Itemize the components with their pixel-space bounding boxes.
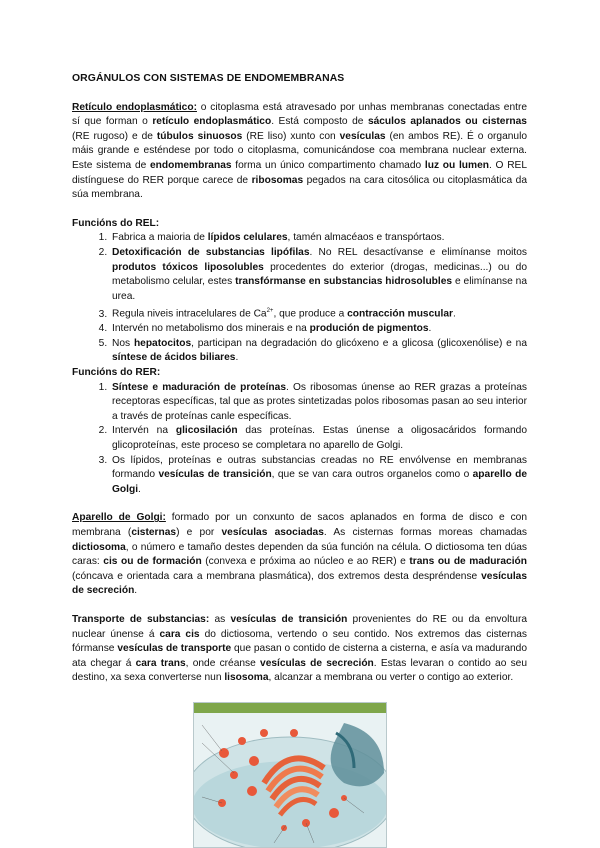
rel-heading: Funcións do REL: [72,217,160,229]
nucleus-shape [331,723,384,786]
golgi-paragraph: Aparello de Golgi: formado por un conxunto de sacos aplanados en forma de disco e con membrana (cisternas) e por vesículas asociadas. As cisternas formas moreas chamadas dictiosoma, o número e tamaño destes dependen da súa función na célula. O dictiosoma ten dúas caras: cis ou de formación (convexa e próxima ao núcleo e ao RER) e trans ou de maduración (cóncava e orientada cara a membrana plasmática), dos extremos desta despréndense vesículas de secreción. [72,512,527,597]
section-reticulo [72,101,527,203]
list-item: 1. Fabrica a maioria de lípidos celulares, tamén almacéaos e transpórtaos. [110,231,527,246]
list-item: 3. Os lípidos, proteínas e outras substancias creadas no RE envólvense en membranas formando vesículas de transición, que se van cara outros organelos como o aparello de Golgi. [110,454,527,498]
document-page [72,72,527,686]
list-item: 5. Nos hepatocitos, participan na degradación do glicóxeno e a glicosa (glicoxenólise) e na síntese de ácidos biliares. [110,337,527,366]
list-item: 2. Intervén na glicosilación das proteínas. Estas únense a oligosacáridos formando glicoproteínas, este proceso se completara no aparello de Golgi. [110,424,527,453]
golgi-heading: Aparello de Golgi: [72,512,166,524]
golgi-illustration [193,702,387,848]
transport-paragraph: Transporte de substancias: as vesículas de transición provenientes do RE ou da envoltura nuclear únense á cara cis do dictiosoma, vertendo o seu contido. Nos extremos das cisternas fórmanse vesículas de transporte que pasan o contido de cisterna a cisterna, e asía va madurando ata chegar á cara trans, onde créanse vesículas de secreción. Estas levaran o contido ao seu destino, xa sexa converterse nun lisosoma, alcanzar a membrana ou verter o contigo ao exterior. [72,613,527,684]
section-transport [72,613,527,686]
section-golgi [72,511,527,599]
rer-heading: Funcións do RER: [72,367,161,379]
transport-heading: Transporte de substancias: [72,613,210,625]
list-item: 3. Regula niveis intracelulares de $Ca^{2+}$, que produce a contracción muscular. [110,304,527,322]
list-item: 2. Detoxificación de substancias lipófilas. No REL desactívanse e elimínanse moitos produtos tóxicos liposolubles procedentes do exterior (drogas, medicinas...) ou do metabolismo celular, estes transfórmanse en substancias hidrosolubles e elimínanse na urea. [110,246,527,304]
rer-list [72,381,527,498]
reticulo-heading: Retículo endoplasmático: [72,101,197,113]
page-title: ORGÁNULOS CON SISTEMAS DE ENDOMEMBRANAS [72,73,345,84]
figure-caption-bar [194,703,386,713]
reticulo-paragraph: Retículo endoplasmático: o citoplasma está atravesado por unhas membranas conectadas entre sí que forman o retículo endoplasmático. Está composto de sáculos aplanados ou cisternas (RE rugoso) e de túbulos sinuosos (RE liso) xunto con vesículas (en ambos RE). É o organulo máis grande e esténdese por todo o citoplasma, comunicándose coa membrana nuclear externa. Este sistema de endomembranas forma un único compartimento chamado luz ou lumen. O REL distínguese do RER porque carece de ribosomas pegados na cara citosólica ou citoplasmática da súa membrana. [72,101,528,201]
list-item: 4. Intervén no metabolismo dos minerais e na produción de pigmentos. [110,322,527,337]
golgi-diagram-svg [194,713,386,847]
rel-list [72,231,527,366]
list-item: 1. Síntese e maduración de proteínas. Os ribosomas únense ao RER grazas a proteínas receptoras específicas, tal que as protes sintetizadas polos ribosomas pasan ao seu interior a través de proteínas canle específicas. [110,381,527,425]
